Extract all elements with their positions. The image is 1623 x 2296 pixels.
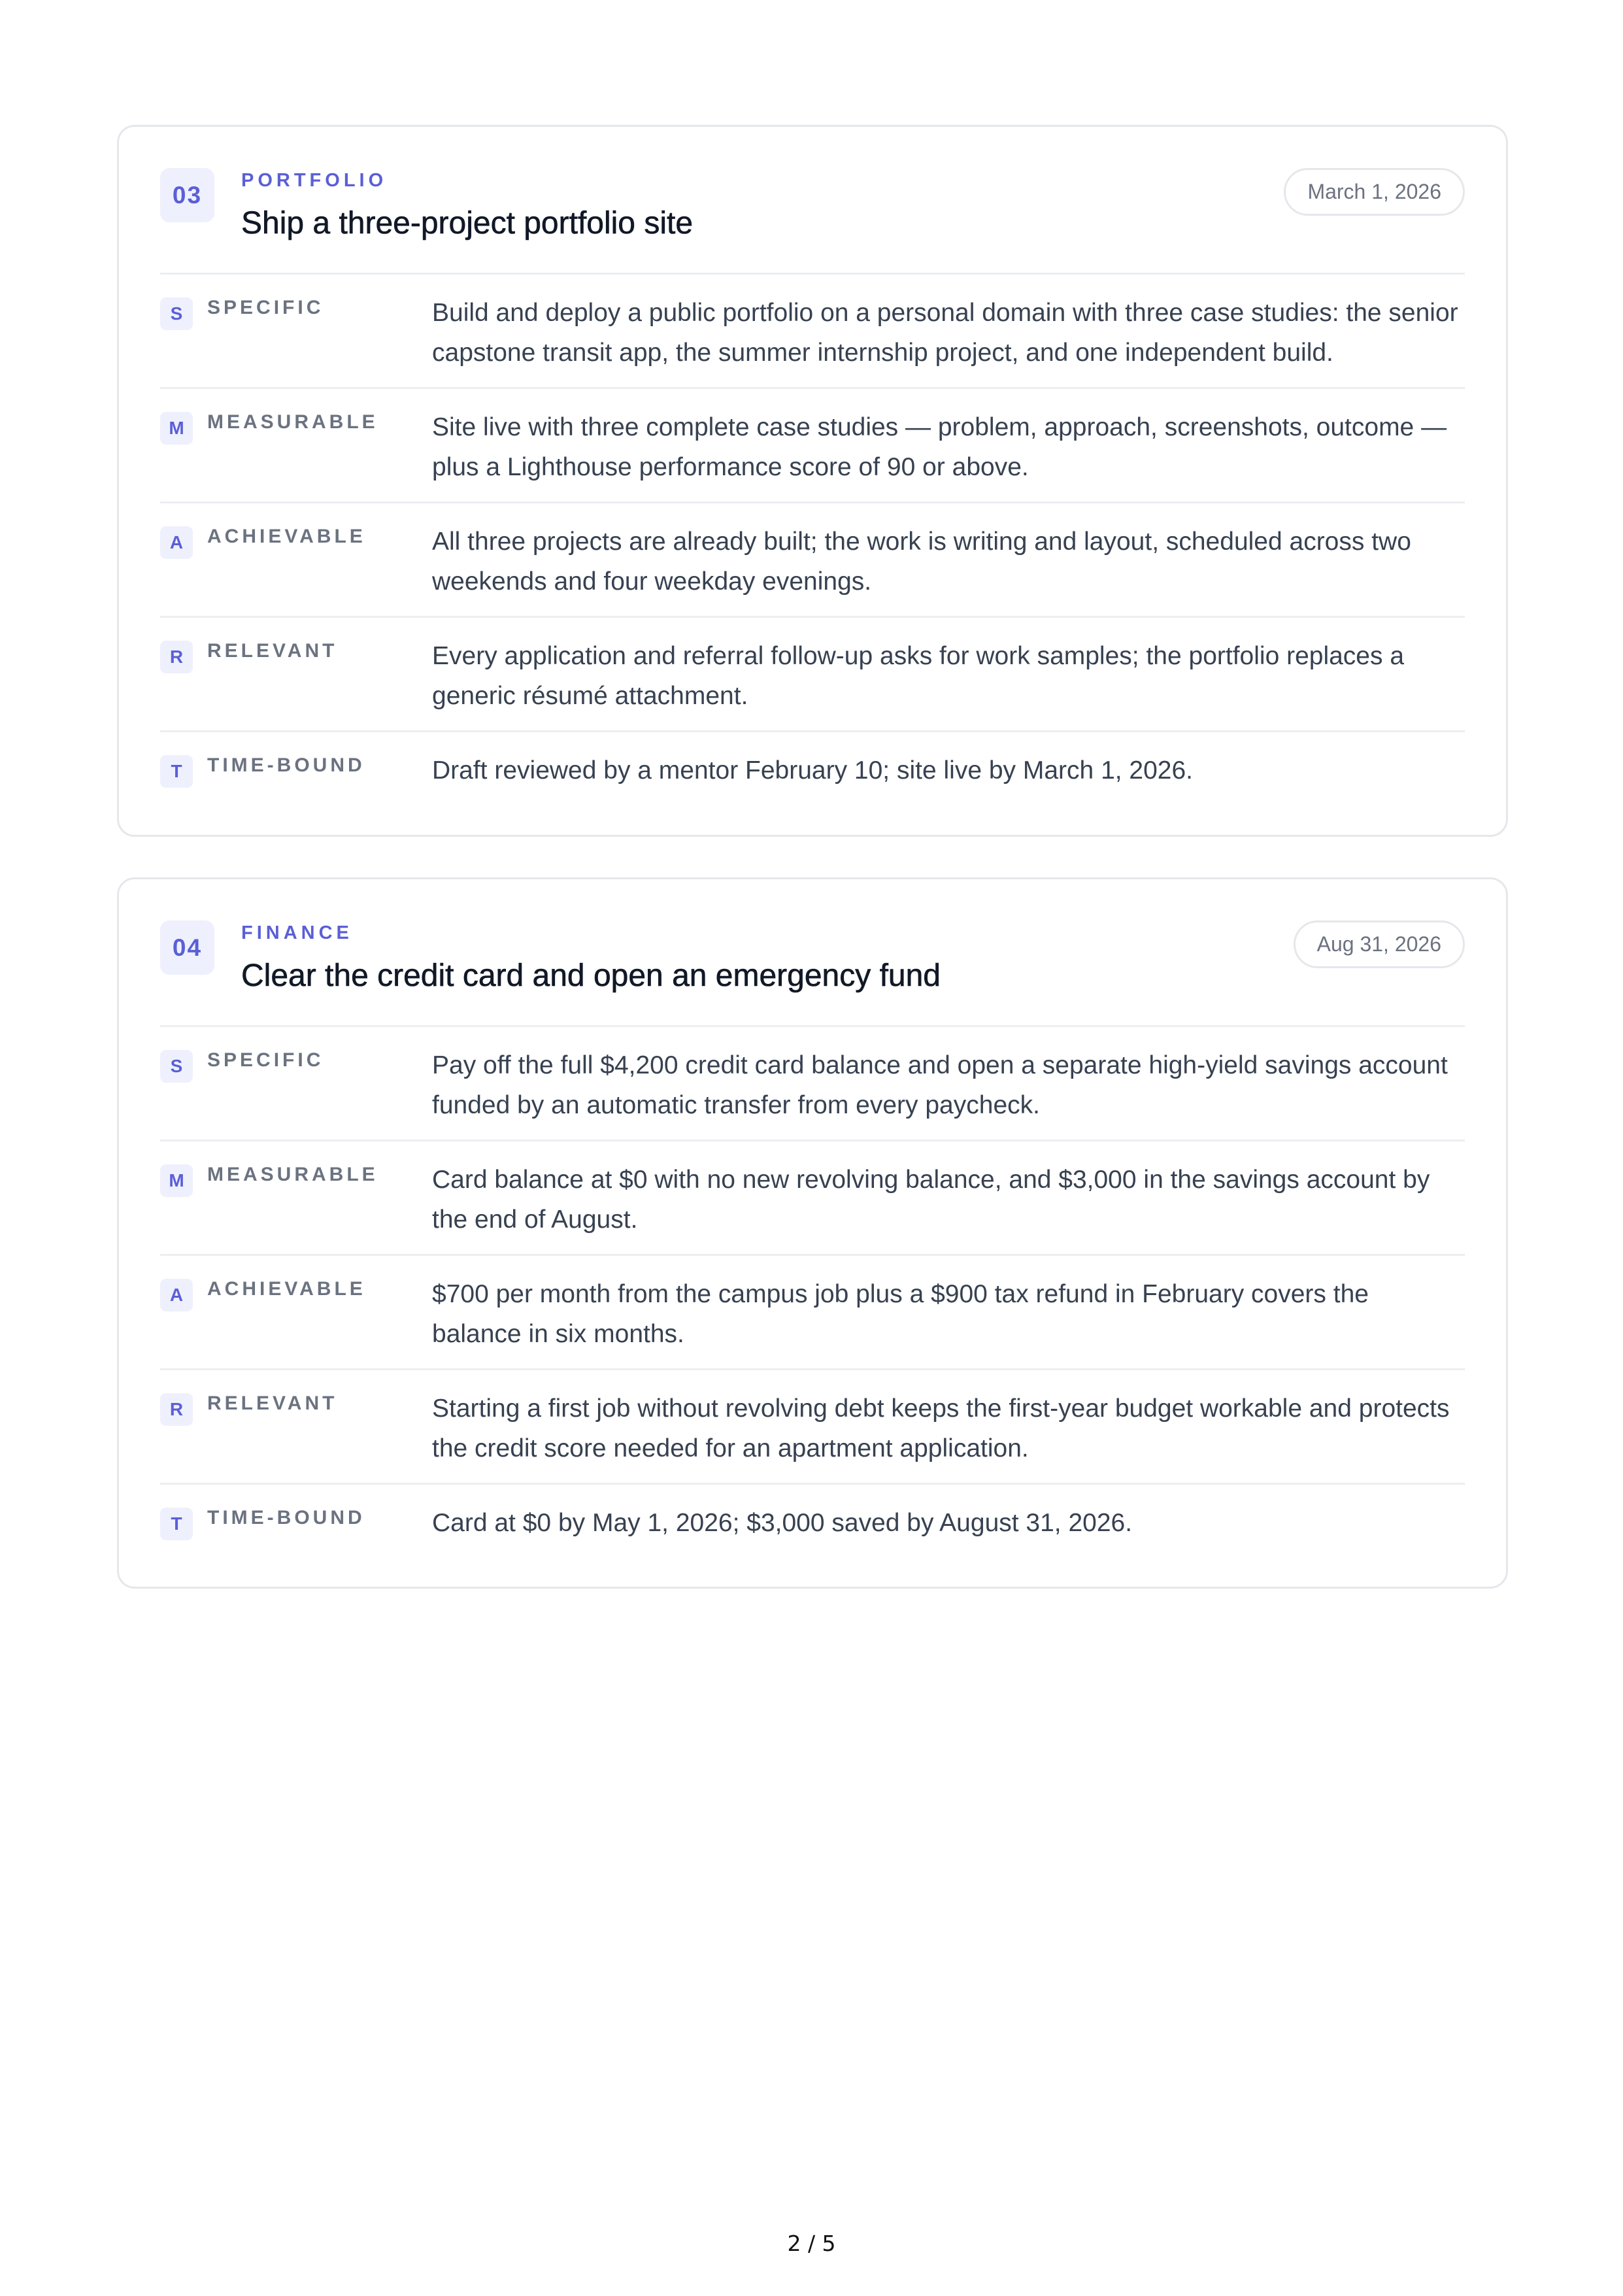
criterion-relevant [160, 1368, 1465, 1483]
criterion-label: SPECIFIC [207, 297, 324, 318]
criterion-text: Pay off the full $4,200 credit card balance and open a separate high-yield savings account funded by an automatic transfer from every paycheck. [432, 1051, 1448, 1119]
criterion-text: Starting a first job without revolving debt keeps the first-year budget workable and protects the credit score needed for an apartment application. [432, 1394, 1450, 1462]
goal-date-badge: Aug 31, 2026 [1294, 920, 1465, 968]
criterion-specific [160, 1025, 1465, 1140]
criterion-letter-badge: R [160, 1393, 193, 1426]
criterion-time-bound [160, 730, 1465, 840]
goal-date-badge: March 1, 2026 [1284, 168, 1465, 216]
criterion-text: All three projects are already built; the work is writing and layout, scheduled across two weekends and four weekday evenings. [432, 528, 1411, 596]
criterion-label: RELEVANT [207, 1393, 338, 1414]
criterion-letter-badge: A [160, 1279, 193, 1311]
smart-criteria-list [160, 273, 1465, 840]
criterion-text: Card balance at $0 with no new revolving balance, and $3,000 in the savings account by the end of August. [432, 1166, 1430, 1234]
criterion-letter-badge: A [160, 526, 193, 559]
criterion-achievable [160, 1254, 1465, 1368]
criterion-letter-badge: M [160, 1164, 193, 1197]
criterion-letter-badge: T [160, 1508, 193, 1540]
criterion-measurable [160, 1140, 1465, 1254]
criterion-relevant [160, 616, 1465, 730]
goal-category: PORTFOLIO [241, 170, 388, 191]
criterion-text: Card at $0 by May 1, 2026; $3,000 saved by August 31, 2026. [432, 1509, 1133, 1537]
criterion-label: MEASURABLE [207, 1164, 378, 1185]
criterion-letter-badge: M [160, 412, 193, 445]
criterion-text: $700 per month from the campus job plus a $900 tax refund in February covers the balance in six months. [432, 1280, 1369, 1348]
criterion-text: Draft reviewed by a mentor February 10; site live by March 1, 2026. [432, 756, 1194, 785]
criterion-time-bound [160, 1483, 1465, 1593]
page-number: 2 / 5 [787, 2231, 836, 2256]
criterion-text: Every application and referral follow-up asks for work samples; the portfolio replaces a generic résumé attachment. [432, 642, 1405, 710]
goal-card [117, 125, 1508, 837]
criterion-label: ACHIEVABLE [207, 1278, 366, 1300]
criterion-specific [160, 273, 1465, 387]
goal-title: Ship a three-project portfolio site [241, 206, 694, 241]
smart-criteria-list [160, 1025, 1465, 1593]
goal-title: Clear the credit card and open an emergency fund [241, 958, 941, 993]
criterion-letter-badge: S [160, 297, 193, 330]
criterion-letter-badge: S [160, 1050, 193, 1083]
criterion-label: SPECIFIC [207, 1049, 324, 1071]
goal-card [117, 877, 1508, 1589]
criterion-label: TIME-BOUND [207, 1507, 365, 1528]
criterion-measurable [160, 387, 1465, 501]
criterion-label: MEASURABLE [207, 411, 378, 433]
goal-number-badge: 03 [160, 168, 214, 222]
criterion-text: Build and deploy a public portfolio on a personal domain with three case studies: the senior capstone transit app, the summer internship project, and one independent build. [432, 299, 1458, 367]
criterion-letter-badge: T [160, 755, 193, 788]
criterion-text: Site live with three complete case studies — problem, approach, screenshots, outcome — plus a Lighthouse performance score of 90 or above. [432, 413, 1447, 481]
criterion-letter-badge: R [160, 641, 193, 673]
criterion-achievable [160, 501, 1465, 616]
goal-number-badge: 04 [160, 920, 214, 975]
criterion-label: ACHIEVABLE [207, 526, 366, 547]
criterion-label: RELEVANT [207, 640, 338, 662]
goal-category: FINANCE [241, 922, 353, 943]
criterion-label: TIME-BOUND [207, 754, 365, 776]
